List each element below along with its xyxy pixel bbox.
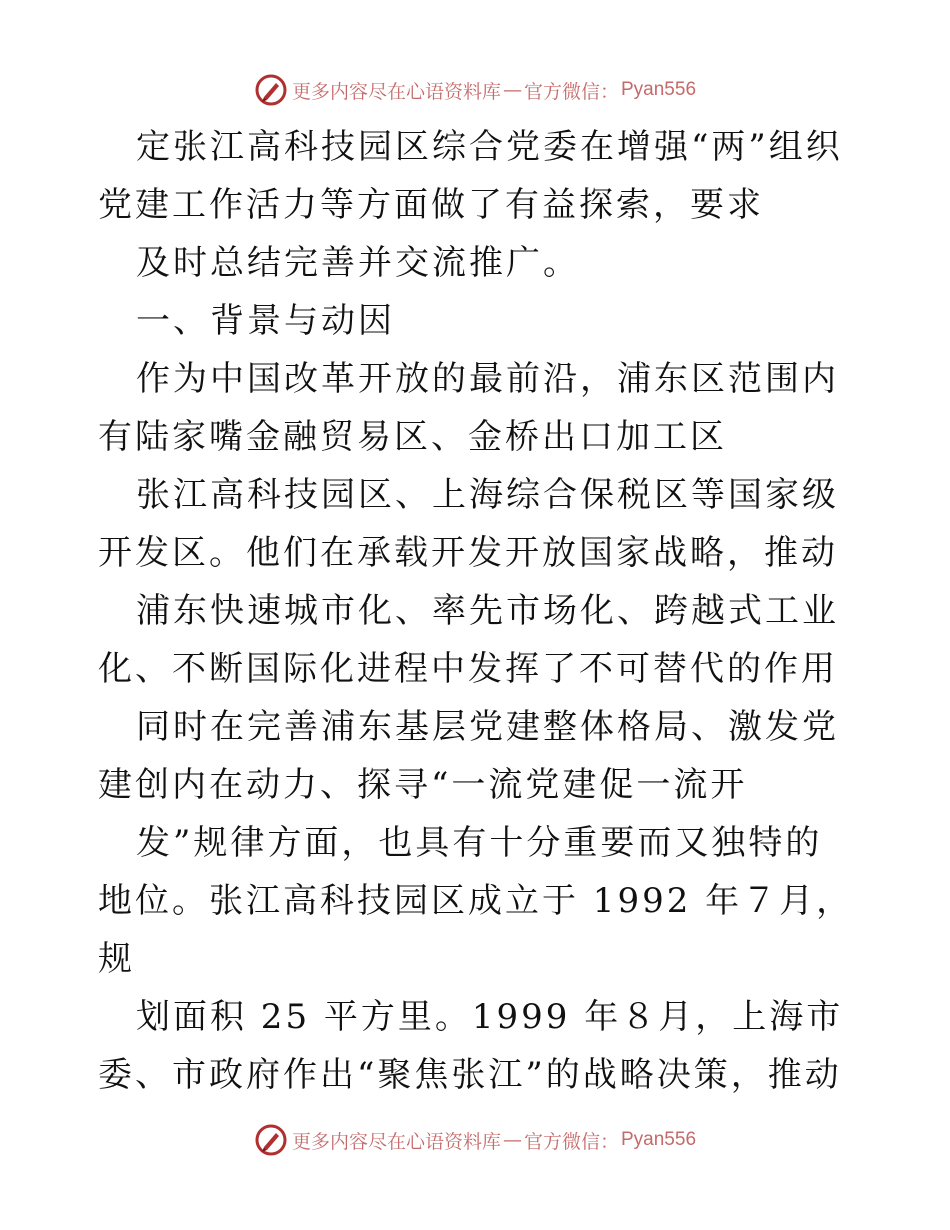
watermark-dash: — [502,1129,522,1151]
paragraph: 定张江高科技园区综合党委在增强“两”组织党建工作活力等方面做了有益探索，要求 [98,127,843,225]
pen-logo-icon [254,73,288,107]
paragraph: 发”规律方面，也具有十分重要而又独特的地位。张江高科技园区成立于 1992 年７月，规 [98,823,854,979]
header-watermark [0,70,950,110]
paragraph: 及时总结完善并交流推广。 [136,243,580,283]
watermark-wechat-id: Pyan556 [621,79,697,100]
watermark-wechat-id: Pyan556 [621,1129,697,1150]
pen-logo-icon [254,1123,288,1157]
document-body [98,118,858,1104]
section-heading: 一、背景与动因 [136,301,395,341]
watermark-sub-text: 官方微信： [523,80,619,103]
paragraph: 浦东快速城市化、率先市场化、跨越式工业化、不断国际化进程中发挥了不可替代的作用 [98,591,839,689]
paragraph: 同时在完善浦东基层党建整体格局、激发党建创内在动力、探寻“一流党建促一流开 [98,707,839,805]
paragraph: 作为中国改革开放的最前沿，浦东区范围内有陆家嘴金融贸易区、金桥出口加工区 [98,359,839,457]
watermark-main-text: 更多内容尽在心语资料库 [291,80,501,103]
watermark-main-text: 更多内容尽在心语资料库 [291,1130,501,1153]
footer-watermark [0,1120,950,1160]
watermark-sub-text: 官方微信： [523,1130,619,1153]
watermark-dash: — [502,79,522,101]
paragraph: 张江高科技园区、上海综合保税区等国家级开发区。他们在承载开发开放国家战略，推动 [98,475,839,573]
paragraph: 划面积 25 平方里。1999 年８月，上海市委、市政府作出“聚焦张江”的战略决策，推动 [98,997,844,1095]
